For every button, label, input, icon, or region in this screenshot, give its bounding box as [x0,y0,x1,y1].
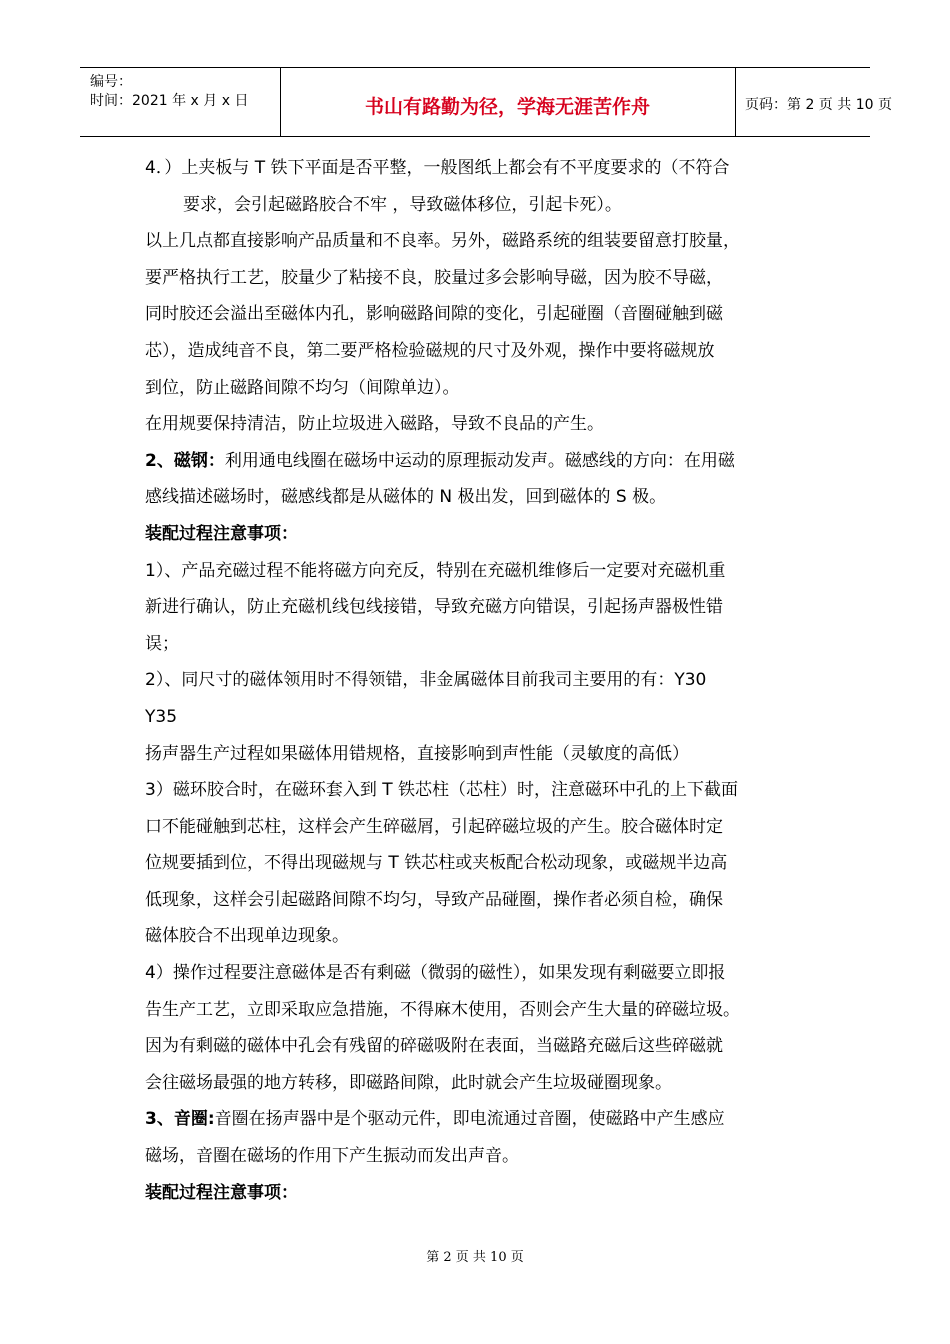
motto: 书山有路勤为径，学海无涯苦作舟 [364,96,650,118]
body-line: 扬声器生产过程如果磁体用错规格，直接影响到声性能（灵敏度的高低） [145,743,689,764]
section-2-line [145,443,810,480]
section-3-title: 3、音圈: [145,1109,215,1130]
body-line: 同时胶还会溢出至磁体内孔，影响磁路间隙的变化，引起碰圈（音圈碰触到磁 [145,304,723,325]
body-line: 4）操作过程要注意磁体是否有剩磁（微弱的磁性），如果发现有剩磁要立即报 [145,963,726,984]
body-line: 1）、产品充磁过程不能将磁方向充反，特别在充磁机维修后一定要对充磁机重 [145,560,726,581]
page-footer: 第 2 页 共 10 页 [426,1250,524,1265]
section-2-title: 2、磁钢： [145,450,225,471]
body-line: 到位，防止磁路间隙不均匀（间隙单边）。 [145,377,460,398]
body-line: 2）、同尺寸的磁体领用时不得领错，非金属磁体目前我司主要用的有：Y30 [145,670,707,691]
body-line: 口不能碰触到芯柱，这样会产生碎磁屑，引起碎磁垃圾的产生。胶合磁体时定 [145,816,723,837]
body-line: 感线描述磁场时，磁感线都是从磁体的 N 极出发，回到磁体的 S 极。 [145,487,667,508]
body-line: 芯），造成纯音不良，第二要严格检验磁规的尺寸及外观，操作中要将磁规放 [145,340,715,361]
body-line: 4．）上夹板与 T 铁下平面是否平整，一般图纸上都会有不平度要求的（不符合 [145,158,730,178]
header-motto-cell [280,68,736,136]
body-line: 位规要插到位，不得出现磁规与 T 铁芯柱或夹板配合松动现象，或磁规半边高 [145,853,728,874]
section-3-line [145,1101,810,1138]
section-3-text: 音圈在扬声器中是个驱动元件，即电流通过音圈，使磁路中产生感应 [214,1109,725,1130]
body-line: 磁体胶合不出现单边现象。 [145,926,349,947]
body-line: 以上几点都直接影响产品质量和不良率。另外，磁路系统的组装要留意打胶量， [145,231,740,252]
header-meta [80,68,281,136]
header-page-cell [735,68,892,136]
page-header [80,67,892,137]
assembly-heading: 装配过程注意事项： [145,523,298,544]
body-line: Y35 [145,706,178,727]
body-line: 要严格执行工艺，胶量少了粘接不良，胶量过多会影响导磁，因为胶不导磁， [145,267,723,288]
body-line: 因为有剩磁的磁体中孔会有残留的碎磁吸附在表面，当磁路充磁后这些碎磁就 [145,1036,723,1057]
body-line: 磁场，音圈在磁场的作用下产生振动而发出声音。 [145,1146,519,1167]
body-line: 3）磁环胶合时，在磁环套入到 T 铁芯柱（芯柱）时，注意磁环中孔的上下截面 [145,780,739,801]
body-line: 会往磁场最强的地方转移，即磁路间隙，此时就会产生垃圾碰圈现象。 [145,1072,672,1093]
section-2-text: 利用通电线圈在磁场中运动的原理振动发声。磁感线的方向：在用磁 [224,450,735,471]
document-body [145,150,810,1211]
number-label: 编号： [90,74,132,90]
body-line: 低现象，这样会引起磁路间隙不均匀，导致产品碰圈，操作者必须自检，确保 [145,889,723,910]
assembly-heading: 装配过程注意事项： [145,1182,298,1203]
body-line: 要求，会引起磁路胶合不牢 ，导致磁体移位，引起卡死）。 [183,194,622,215]
body-line: 告生产工艺，立即采取应急措施，不得麻木使用，否则会产生大量的碎磁垃圾。 [145,999,740,1020]
body-line: 新进行确认，防止充磁机线包线接错，导致充磁方向错误，引起扬声器极性错 [145,597,723,618]
page-info: 页码：第 2 页 共 10 页 [745,97,892,113]
body-line: 在用规要保持清洁，防止垃圾进入磁路，导致不良品的产生。 [145,414,604,435]
date-label: 时间：2021 年 x 月 x 日 [90,93,249,109]
body-line: 误； [145,633,179,654]
